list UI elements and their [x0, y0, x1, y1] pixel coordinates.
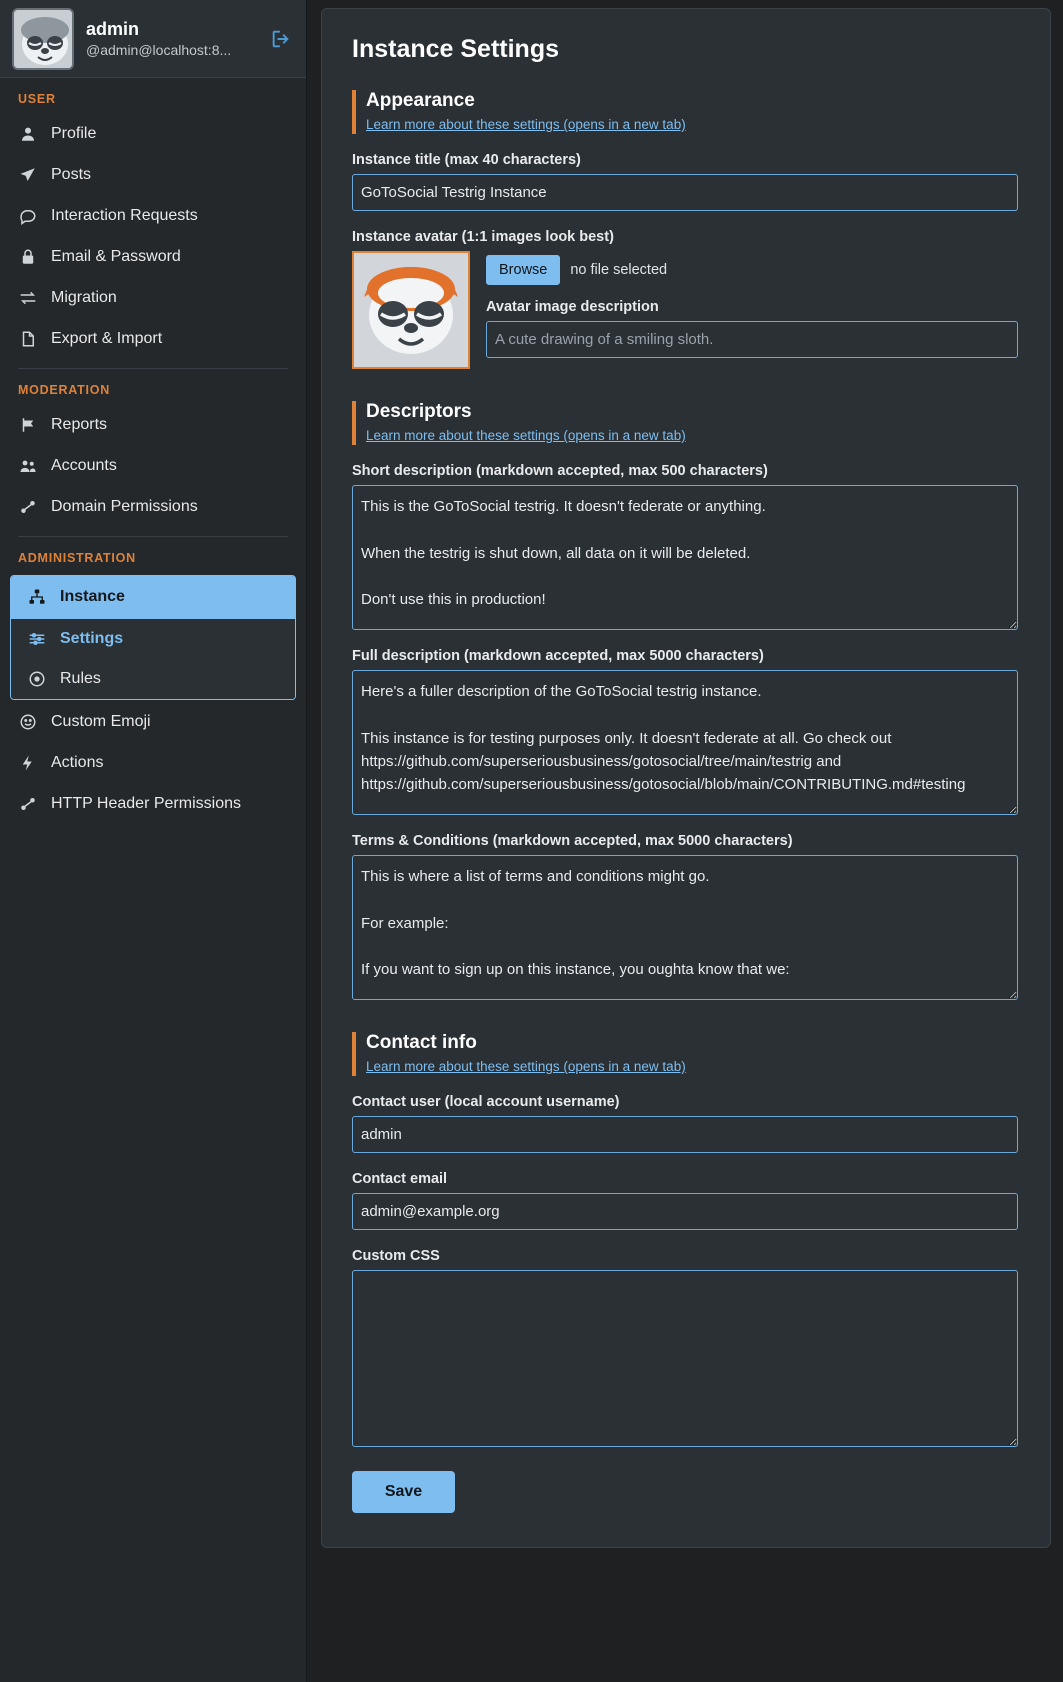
learn-more-link[interactable]: Learn more about these settings (opens in a new tab) [366, 117, 686, 132]
custom-css-textarea[interactable] [352, 1270, 1018, 1447]
sidebar-item-label: Reports [51, 416, 108, 433]
sidebar-item-label: Custom Emoji [51, 713, 151, 730]
sidebar-item-label: Email & Password [51, 248, 181, 265]
bolt-icon [18, 753, 38, 773]
sidebar-item-label: Profile [51, 125, 97, 142]
instance-avatar-label: Instance avatar (1:1 images look best) [352, 229, 614, 245]
nav-list-administration [0, 702, 306, 825]
section-title: Contact info [366, 1032, 477, 1053]
instance-title-label: Instance title (max 40 characters) [352, 152, 581, 168]
account-name: admin [86, 19, 140, 40]
sidebar-item-label: Posts [51, 166, 92, 183]
section-appearance-header [352, 90, 1018, 134]
account-handle: @admin@localhost:8... [86, 41, 232, 58]
short-description-textarea[interactable] [352, 485, 1018, 630]
sitemap-icon [27, 587, 47, 607]
sidebar-group-instance [10, 575, 296, 700]
nav-section-moderation-title: MODERATION [18, 383, 110, 397]
sidebar-item-label: Accounts [51, 457, 117, 474]
user-icon [18, 124, 38, 144]
paper-plane-icon [18, 165, 38, 185]
logout-icon[interactable] [270, 28, 292, 50]
node-icon [18, 794, 38, 814]
field-terms-conditions [352, 833, 1018, 1000]
smile-icon [18, 712, 38, 732]
avatar [12, 8, 74, 70]
sidebar-item-interaction-requests[interactable] [0, 196, 306, 237]
no-file-selected-label: no file selected [570, 262, 668, 278]
users-icon [18, 456, 38, 476]
learn-more-link[interactable]: Learn more about these settings (opens in a new tab) [366, 1059, 686, 1074]
sidebar-subitem-label: Settings [60, 630, 124, 647]
section-contact-header [352, 1032, 1018, 1076]
instance-settings-panel [321, 8, 1051, 1548]
node-icon [18, 497, 38, 517]
field-contact-user [352, 1094, 1018, 1153]
sidebar-subitem-label: Rules [60, 670, 101, 687]
sidebar-item-label: Instance [60, 588, 125, 605]
sidebar-item-custom-emoji[interactable] [0, 702, 306, 743]
nav-section-administration-title: ADMINISTRATION [18, 551, 136, 565]
sidebar-item-email-password[interactable] [0, 237, 306, 278]
section-descriptors-header [352, 401, 1018, 445]
comment-icon [18, 206, 38, 226]
avatar-description-label: Avatar image description [486, 299, 659, 315]
terms-conditions-textarea[interactable] [352, 855, 1018, 1000]
sidebar [0, 0, 307, 1682]
contact-user-input[interactable] [352, 1116, 1018, 1153]
sidebar-item-http-header-permissions[interactable] [0, 784, 306, 825]
main-content [307, 0, 1063, 1682]
sidebar-item-label: Domain Permissions [51, 498, 198, 515]
sidebar-item-accounts[interactable] [0, 446, 306, 487]
account-text [86, 18, 258, 59]
sidebar-item-label: HTTP Header Permissions [51, 795, 241, 812]
full-description-label: Full description (markdown accepted, max 5000 characters) [352, 648, 764, 664]
account-card[interactable] [0, 0, 306, 78]
nav-list-moderation [0, 405, 306, 528]
instance-avatar-preview [352, 251, 470, 369]
save-button[interactable]: Save [352, 1471, 455, 1513]
sliders-icon [27, 629, 47, 649]
browse-button[interactable]: Browse [486, 255, 560, 285]
contact-email-label: Contact email [352, 1171, 448, 1187]
sidebar-item-profile[interactable] [0, 114, 306, 155]
instance-title-input[interactable] [352, 174, 1018, 211]
page-title: Instance Settings [352, 35, 559, 63]
short-description-label: Short description (markdown accepted, max 500 characters) [352, 463, 768, 479]
sidebar-item-rules[interactable] [11, 659, 295, 699]
field-full-description [352, 648, 1018, 815]
sidebar-item-label: Actions [51, 754, 104, 771]
section-title: Descriptors [366, 401, 472, 422]
sidebar-item-posts[interactable] [0, 155, 306, 196]
section-title: Appearance [366, 90, 475, 111]
contact-user-label: Contact user (local account username) [352, 1094, 620, 1110]
sidebar-item-label: Migration [51, 289, 117, 306]
sidebar-item-reports[interactable] [0, 405, 306, 446]
learn-more-link[interactable]: Learn more about these settings (opens in a new tab) [366, 428, 686, 443]
sidebar-item-migration[interactable] [0, 278, 306, 319]
custom-css-label: Custom CSS [352, 1248, 440, 1264]
nav-section-user-title: USER [18, 92, 56, 106]
file-picker-row [486, 255, 1018, 285]
field-custom-css [352, 1248, 1018, 1447]
contact-email-input[interactable] [352, 1193, 1018, 1230]
nav-list-user [0, 114, 306, 360]
flag-icon [18, 415, 38, 435]
lock-icon [18, 247, 38, 267]
field-short-description [352, 463, 1018, 630]
exchange-icon [18, 288, 38, 308]
sidebar-item-label: Interaction Requests [51, 207, 198, 224]
sidebar-item-settings[interactable] [11, 619, 295, 659]
file-export-icon [18, 329, 38, 349]
sidebar-item-actions[interactable] [0, 743, 306, 784]
circle-dot-icon [27, 669, 47, 689]
full-description-textarea[interactable] [352, 670, 1018, 815]
sidebar-item-label: Export & Import [51, 330, 163, 347]
terms-conditions-label: Terms & Conditions (markdown accepted, max 5000 characters) [352, 833, 793, 849]
sidebar-item-domain-permissions[interactable] [0, 487, 306, 528]
field-contact-email [352, 1171, 1018, 1230]
field-instance-title [352, 152, 1018, 211]
sidebar-item-instance[interactable] [11, 576, 295, 619]
avatar-description-input[interactable] [486, 321, 1018, 358]
sidebar-item-export-import[interactable] [0, 319, 306, 360]
field-instance-avatar [352, 229, 1018, 369]
